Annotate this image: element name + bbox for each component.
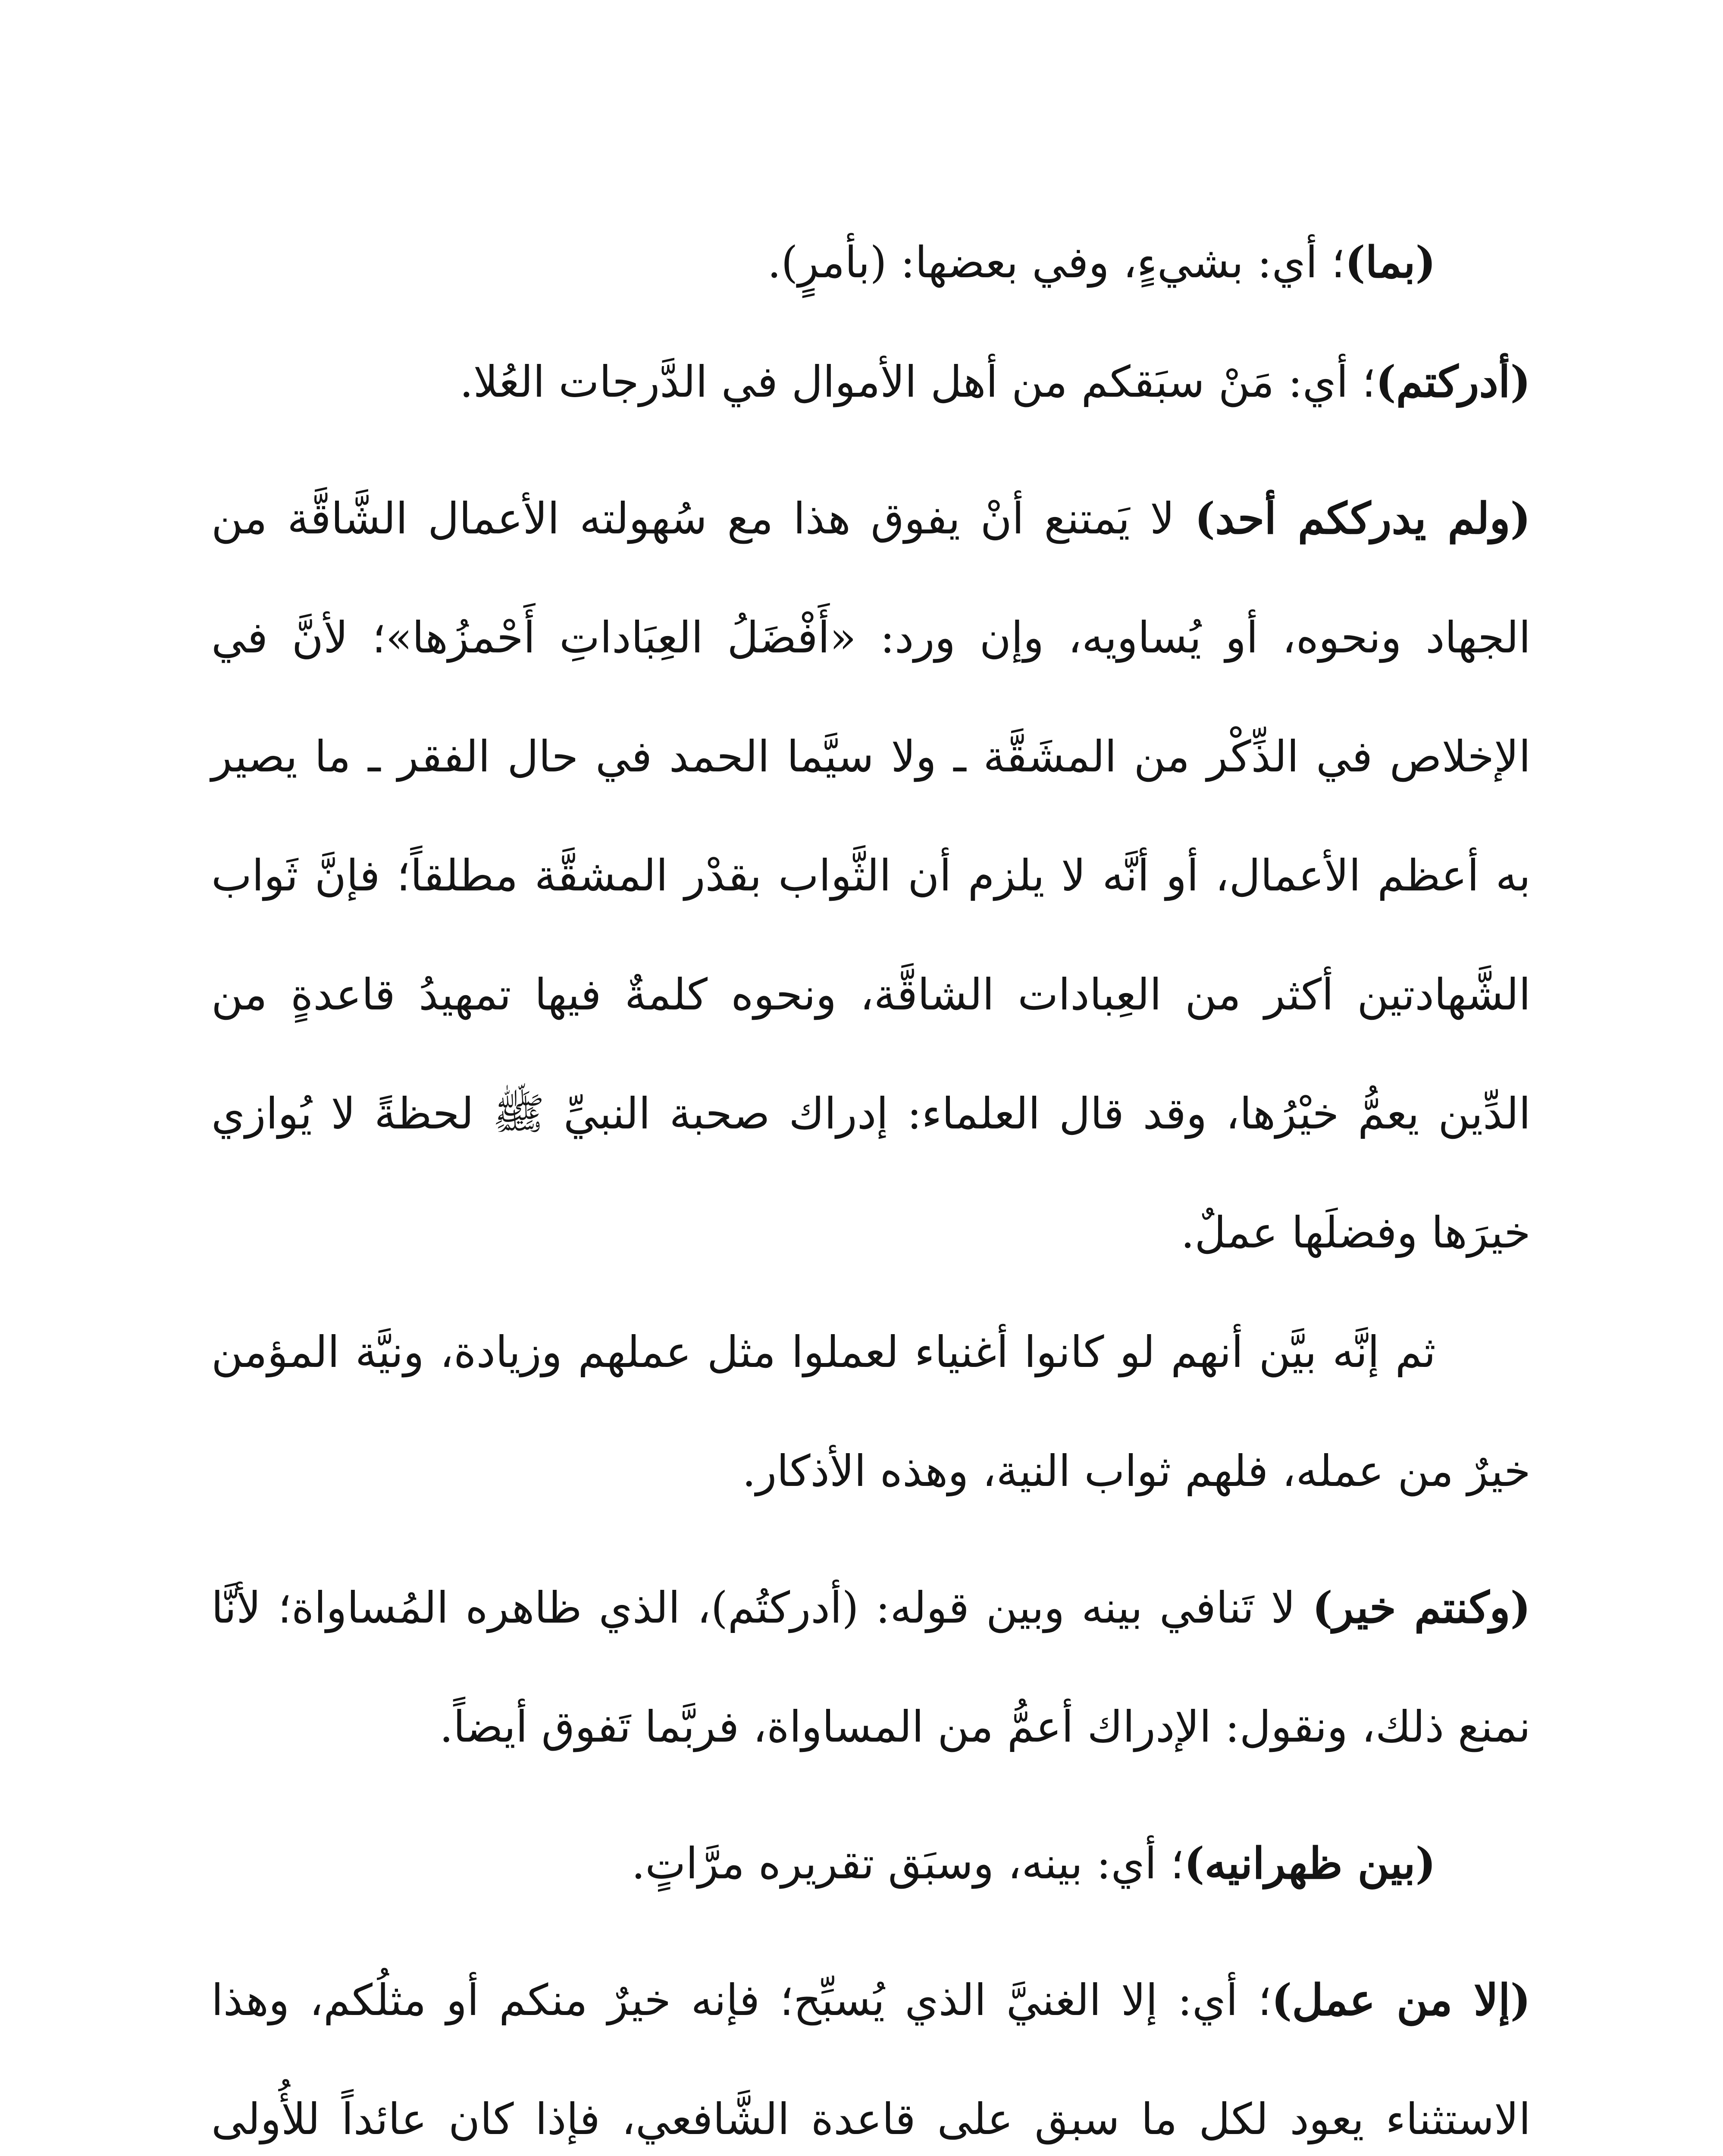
paragraph-thumma [211, 1292, 1531, 1531]
paragraph-text: ؛ أي: مَنْ سبَقكم من أهل الأموال في الدَّرجات العُلا. [459, 357, 1376, 407]
paragraph-text: ؛ أي: بينه، وسبَق تقريره مرَّاتٍ. [631, 1838, 1184, 1889]
paragraph-keyword: (بما) [1345, 237, 1436, 288]
paragraph-text: لا تَنافي بينه وبين قوله: (أدركتُم)، الذي ظاهره المُساواة؛ لأنَّا نمنع ذلك، ونقول: الإدراك أعمُّ من المساواة، فربَّما تَفوق أيضاً. [211, 1583, 1531, 1752]
paragraph-bima [211, 203, 1531, 322]
paragraph-lam-yudrikkum [211, 459, 1531, 1292]
paragraph-keyword: (وكنتم خير) [1312, 1582, 1531, 1633]
paragraph-text: ؛ أي: بشيءٍ، وفي بعضها: (بأمرٍ). [767, 237, 1345, 288]
paragraph-text: ثم إنَّه بيَّن أنهم لو كانوا أغنياء لعملوا مثل عملهم وزيادة، ونيَّة المؤمن خيرٌ من عمله، فلهم ثواب النية، وهذه الأذكار. [211, 1327, 1531, 1496]
paragraph-keyword: (إلا من عمل) [1271, 1974, 1531, 2025]
paragraph-text: لا يَمتنع أنْ يفوق هذا مع سُهولته الأعمال الشَّاقَّة من الجهاد ونحوه، أو يُساويه، وإن ورد: «أَفْضَلُ العِبَاداتِ أَحْمزُها»؛ لأنَّ في الإخلاص في الذِّكْر من المشَقَّة ـ ولا سيَّما الحمد في حال الفقر ـ ما يصير به أعظم الأعمال، أو أنَّه لا يلزم أن الثَّواب بقدْر المشقَّة مطلقاً؛ فإنَّ ثَواب الشَّهادتين أكثر من العِبادات الشاقَّة، ونحوه كلمةٌ فيها تمهيدُ قاعدةٍ من الدِّين يعمُّ خيْرُها، وقد قال العلماء: إدراك صحبة النبيِّ ﷺ لحظةً لا يُوازي خيرَها وفضلَها عملٌ. [211, 493, 1531, 1258]
paragraph-keyword: (ولم يدرككم أحد) [1194, 493, 1531, 544]
page-body [211, 203, 1531, 2156]
paragraph-bayna-zahranayh [211, 1804, 1531, 1923]
paragraph-keyword: (بين ظهرانيه) [1184, 1838, 1436, 1889]
paragraph-text: ؛ أي: إلا الغنيَّ الذي يُسبِّح؛ فإنه خيرٌ منكم أو مثلُكم، وهذا الاستثناء يعود لكل ما سبق على قاعدة الشَّافعي، فإذا كان عائداً للأُولى [211, 1975, 1531, 2144]
paragraph-kuntum-khayr [211, 1548, 1531, 1786]
paragraph-adraktum [211, 322, 1531, 442]
paragraph-illa-man-amil [211, 1940, 1531, 2156]
paragraph-keyword: (أدركتم) [1375, 356, 1531, 407]
